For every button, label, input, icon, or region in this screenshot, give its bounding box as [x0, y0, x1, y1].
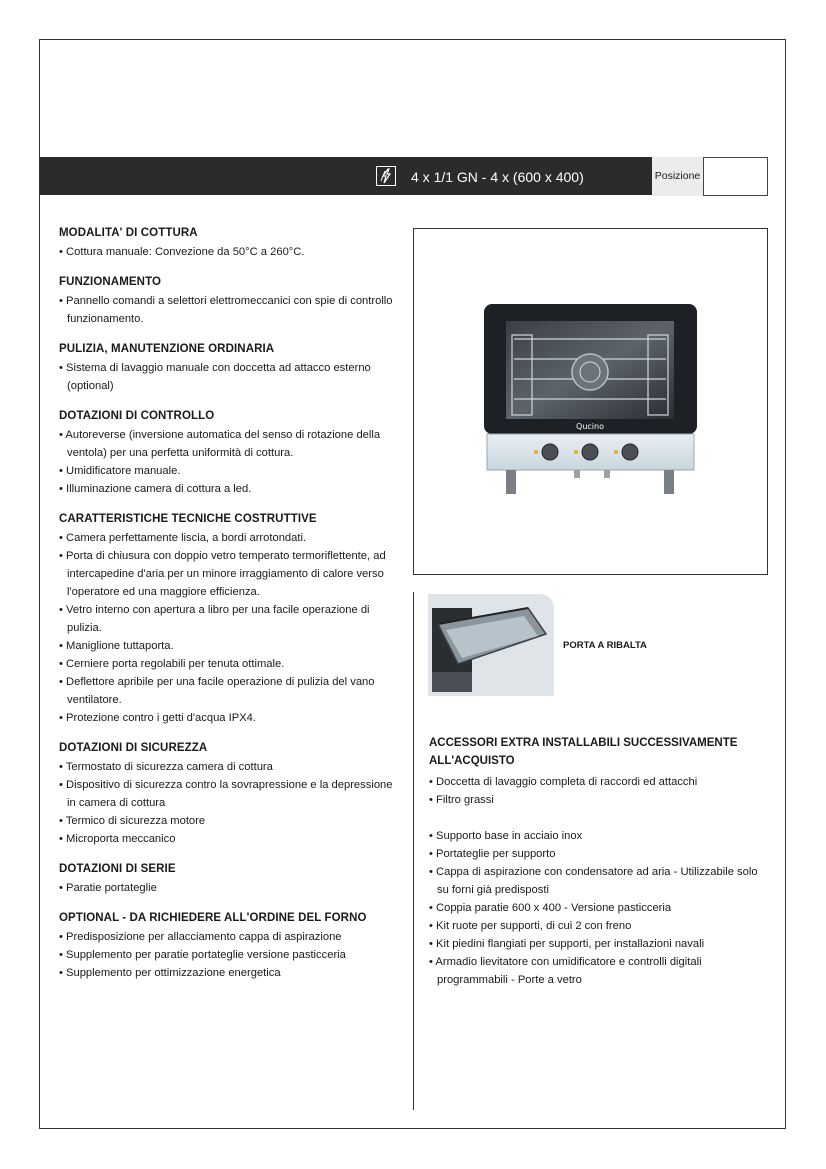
electric-icon: [376, 166, 396, 186]
list-item: • Maniglione tuttaporta.: [59, 637, 399, 655]
accessories-column: [429, 734, 769, 989]
list-item: • Supporto base in acciaio inox: [429, 827, 769, 845]
brand-logo: Qucino: [576, 422, 604, 431]
list-item: • Vetro interno con apertura a libro per una facile operazione di pulizia.: [59, 601, 399, 637]
list-item: • Protezione contro i getti d'acqua IPX4.: [59, 709, 399, 727]
list-item: • Termostato di sicurezza camera di cottura: [59, 758, 399, 776]
list-item: • Illuminazione camera di cottura a led.: [59, 480, 399, 498]
list-item: • Paratie portateglie: [59, 879, 399, 897]
list-item: • Termico di sicurezza motore: [59, 812, 399, 830]
section-heading: PULIZIA, MANUTENZIONE ORDINARIA: [59, 343, 275, 355]
section-heading: DOTAZIONI DI SICUREZZA: [59, 742, 208, 754]
list-item: • Supplemento per paratie portateglie versione pasticceria: [59, 946, 399, 964]
section-cooking-mode: [59, 226, 399, 261]
accessories-heading: ACCESSORI EXTRA INSTALLABILI SUCCESSIVAMENTE ALL'ACQUISTO: [429, 737, 738, 767]
model-title: 4 x 1/1 GN - 4 x (600 x 400): [411, 169, 584, 185]
list-item: • Kit ruote per supporti, di cui 2 con freno: [429, 917, 769, 935]
section-heading: FUNZIONAMENTO: [59, 276, 162, 288]
door-photo: [428, 594, 554, 696]
list-item: • Coppia paratie 600 x 400 - Versione pasticceria: [429, 899, 769, 917]
section-heading: CARATTERISTICHE TECNICHE COSTRUTTIVE: [59, 513, 317, 525]
spacer: [429, 809, 769, 827]
list-item: • Pannello comandi a selettori elettromeccanici con spie di controllo funzionamento.: [59, 292, 399, 328]
list-item: • Sistema di lavaggio manuale con doccetta ad attacco esterno (optional): [59, 359, 399, 395]
list-item: • Camera perfettamente liscia, a bordi arrotondati.: [59, 529, 399, 547]
section-optional: [59, 911, 399, 982]
list-item: • Cerniere porta regolabili per tenuta ottimale.: [59, 655, 399, 673]
section-construction: [59, 512, 399, 727]
list-item: • Umidificatore manuale.: [59, 462, 399, 480]
list-item: • Deflettore apribile per una facile operazione di pulizia del vano ventilatore.: [59, 673, 399, 709]
position-label: Posizione: [652, 157, 704, 196]
section-standard-equipment: [59, 862, 399, 897]
section-safety: [59, 741, 399, 848]
list-item: • Portateglie per supporto: [429, 845, 769, 863]
list-item: • Dispositivo di sicurezza contro la sovrapressione e la depressione in camera di cottura: [59, 776, 399, 812]
column-divider: [413, 592, 414, 1110]
section-cleaning: [59, 342, 399, 395]
oven-photo: [413, 228, 768, 575]
list-item: • Cottura manuale: Convezione da 50°C a 260°C.: [59, 243, 399, 261]
list-item: • Kit piedini flangiati per supporti, per installazioni navali: [429, 935, 769, 953]
list-item: • Armadio lievitatore con umidificatore e controlli digitali programmabili - Porte a vetro: [429, 953, 769, 989]
list-item: • Doccetta di lavaggio completa di raccordi ed attacchi: [429, 773, 769, 791]
section-heading: DOTAZIONI DI CONTROLLO: [59, 410, 215, 422]
list-item: • Filtro grassi: [429, 791, 769, 809]
list-item: • Autoreverse (inversione automatica del senso di rotazione della ventola) per una perfetta uniformità di cottura.: [59, 426, 399, 462]
section-operation: [59, 275, 399, 328]
section-heading: DOTAZIONI DI SERIE: [59, 863, 176, 875]
section-heading: MODALITA' DI COTTURA: [59, 227, 198, 239]
list-item: • Supplemento per ottimizzazione energetica: [59, 964, 399, 982]
features-column: [59, 226, 399, 996]
section-controls: [59, 409, 399, 498]
door-caption: PORTA A RIBALTA: [563, 640, 647, 651]
list-item: • Predisposizione per allacciamento cappa di aspirazione: [59, 928, 399, 946]
list-item: • Porta di chiusura con doppio vetro temperato termoriflettente, ad intercapedine d'aria per un minore irraggiamento di calore verso l'operatore ed una maggiore efficienza.: [59, 547, 399, 601]
list-item: • Microporta meccanico: [59, 830, 399, 848]
section-heading: OPTIONAL - DA RICHIEDERE ALL'ORDINE DEL FORNO: [59, 912, 367, 924]
list-item: • Cappa di aspirazione con condensatore ad aria - Utilizzabile solo su forni già predisposti: [429, 863, 769, 899]
